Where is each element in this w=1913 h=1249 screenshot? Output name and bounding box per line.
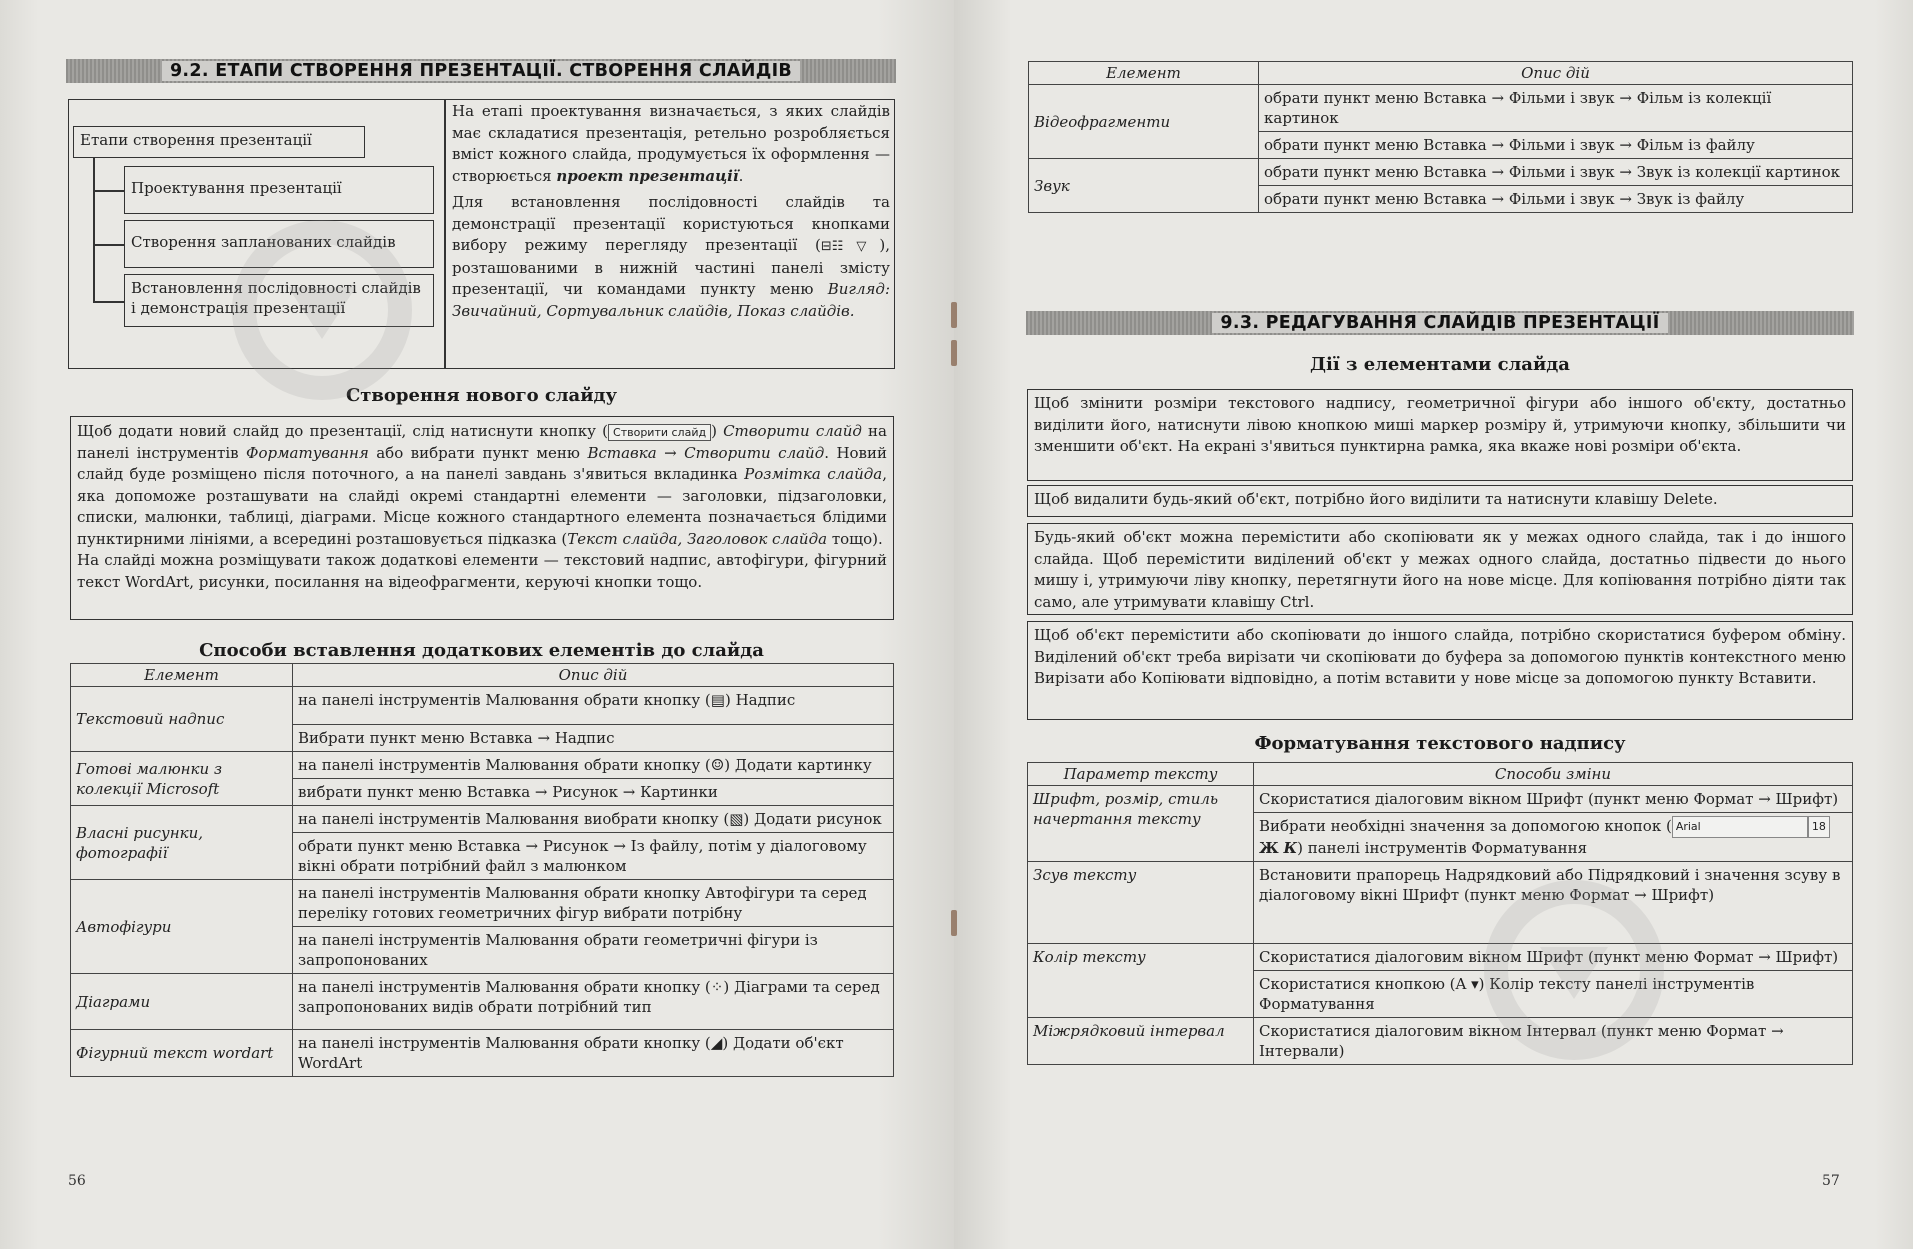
actions-title: Дії з елементами слайда	[1310, 354, 1570, 375]
table-row: Текстовий надпис на панелі інструментів Малювання обрати кнопку (▤) Надпис	[71, 687, 894, 725]
new-slide-title: Створення нового слайду	[345, 385, 618, 406]
insert-title: Способи вставлення додаткових елементів до слайда	[199, 640, 764, 661]
new-slide-box: Щоб додати новий слайд до презентації, слід натиснути кнопку ( Створити слайд ) Створити слайд на панелі інструментів Форматування або вибрати пункт меню Вставка → Створити слайд. Новий слайд буде розміщено після поточного, а на панелі завдань з'явиться вкладинка Розмітка слайда, яка допоможе розташувати на слайді окремі стандартні елементи — заголовки, підзаголовки, списки, малюнки, таблиці, діаграми. Місце кожного стандартного елемента позначається блідими пунктирними лініями, а всередині розташовується підказка (Текст слайда, Заголовок слайда тощо). На слайді можна розміщувати також додаткові елементи — текстовий надпис, автофігури, фігурний текст WordArt, рисунки, посилання на відеофрагменти, керуючі кнопки тощо.	[70, 416, 894, 620]
media-table	[1028, 61, 1853, 213]
table-row: Вибрати необхідні значення за допомогою кнопок ( Arial 18 Ж К) панелі інструментів Форматування	[1028, 813, 1853, 862]
diagram-step: Встановлення послідовності слайдів і демонстрація презентації	[124, 274, 434, 327]
col-header: Параметр тексту	[1028, 763, 1254, 786]
italic-icon: К	[1283, 839, 1298, 857]
col-header: Способи зміни	[1254, 763, 1853, 786]
new-slide-button-icon: Створити слайд	[608, 424, 711, 441]
table-row: Діаграми на панелі інструментів Малювання обрати кнопку (⁘) Діаграми та серед запропонованих видів обрати потрібний тип	[71, 974, 894, 1030]
format-title: Форматування текстового надпису	[1254, 733, 1626, 754]
left-page	[0, 0, 954, 1249]
table-row: Міжрядковий інтервал Скористатися діалоговим вікном Інтервал (пункт меню Формат → Інтервали)	[1028, 1018, 1853, 1065]
bold-icon: Ж	[1259, 839, 1279, 857]
table-row: обрати пункт меню Вставка → Фільми і звук → Звук із файлу	[1029, 186, 1853, 213]
page-number: 57	[1822, 1173, 1840, 1189]
binding-stitch	[951, 340, 957, 366]
action-box: Щоб об'єкт перемістити або скопіювати до іншого слайда, потрібно скористатися буфером обміну. Виділений об'єкт треба вирізати чи скопіювати до буфера за допомогою пунктів контекстного меню Вирізати або Копіювати відповідно, а потім вставити у нове місце за допомогою пункту Вставити.	[1027, 621, 1853, 720]
table-row: Відеофрагменти обрати пункт меню Вставка → Фільми і звук → Фільм із колекції картинок	[1029, 85, 1853, 132]
table-row: Шрифт, розмір, стиль начертання тексту Скористатися діалоговим вікном Шрифт (пункт меню Формат → Шрифт)	[1028, 786, 1853, 813]
action-box: Будь-який об'єкт можна перемістити або скопіювати як у межах одного слайда, так і до іншого слайда. Щоб перемістити виділений об'єкт у межах одного слайда, достатньо підвести до нього мишу і, утримуючи ліву кнопку, перетягнути його на нове місце. Для копіювання потрібно діяти так само, але утримувати клавішу Ctrl.	[1027, 523, 1853, 615]
watermark-logo	[232, 220, 412, 400]
table-row: Скористатися кнопкою (A ▾) Колір тексту панелі інструментів Форматування	[1028, 971, 1853, 1018]
diagram-connector	[93, 158, 95, 302]
section-title-9-2: 9.2. ЕТАПИ СТВОРЕННЯ ПРЕЗЕНТАЦІЇ. СТВОРЕННЯ СЛАЙДІВ	[66, 59, 896, 83]
watermark-logo	[1484, 880, 1664, 1060]
table-row: вибрати пункт меню Вставка → Рисунок → Картинки	[71, 779, 894, 806]
right-page	[954, 0, 1913, 1249]
col-header: Елемент	[71, 664, 293, 687]
page-number: 56	[68, 1173, 86, 1189]
insert-table	[70, 663, 894, 1077]
action-box: Щоб змінити розміри текстового надпису, геометричної фігури або іншого об'єкту, достатньо виділити його, натиснути лівою кнопкою миші маркер розміру й, утримуючи кнопку, збільшити чи зменшити об'єкт. На екрані з'явиться пунктирна рамка, яка вкаже нові розміри об'єкта.	[1027, 389, 1853, 481]
col-header: Елемент	[1029, 62, 1259, 85]
binding-stitch	[951, 302, 957, 328]
table-row: Власні рисунки, фотографії на панелі інструментів Малювання виобрати кнопку (▧) Додати рисунок	[71, 806, 894, 833]
diagram-step: Створення запланованих слайдів	[124, 220, 434, 268]
table-row: Автофігури на панелі інструментів Малювання обрати кнопку Автофігури та серед переліку готових геометричних фігур вибрати потрібну	[71, 880, 894, 927]
table-row: на панелі інструментів Малювання обрати геометричні фігури із запропонованих	[71, 927, 894, 974]
diagram-branch	[93, 244, 124, 246]
font-select: Arial	[1672, 816, 1808, 838]
table-row: обрати пункт меню Вставка → Рисунок → Із файлу, потім у діалоговому вікні обрати потрібний файл з малюнком	[71, 833, 894, 880]
col-header: Опис дій	[1259, 62, 1853, 85]
diagram-branch	[93, 301, 124, 303]
size-select: 18	[1808, 816, 1830, 838]
binding-stitch	[951, 910, 957, 936]
section-title-9-3: 9.3. РЕДАГУВАННЯ СЛАЙДІВ ПРЕЗЕНТАЦІЇ	[1026, 311, 1854, 335]
stages-divider	[444, 99, 446, 369]
table-row: Звук обрати пункт меню Вставка → Фільми і звук → Звук із колекції картинок	[1029, 159, 1853, 186]
table-row: Колір тексту Скористатися діалоговим вікном Шрифт (пункт меню Формат → Шрифт)	[1028, 944, 1853, 971]
diagram-step: Проектування презентації	[124, 166, 434, 214]
table-row: Готові малюнки з колекції Microsoft на панелі інструментів Малювання обрати кнопку (☺) Додати картинку	[71, 752, 894, 779]
table-row: обрати пункт меню Вставка → Фільми і звук → Фільм із файлу	[1029, 132, 1853, 159]
col-header: Опис дій	[293, 664, 894, 687]
view-mode-icons: ⊟☷▽	[820, 239, 880, 254]
table-row: Вибрати пункт меню Вставка → Надпис	[71, 725, 894, 752]
diagram-root: Етапи створення презентації	[73, 126, 365, 158]
table-row: Фігурний текст wordart на панелі інструментів Малювання обрати кнопку (◢) Додати об'єкт WordArt	[71, 1030, 894, 1077]
table-row: Зсув тексту Встановити прапорець Надрядковий або Підрядковий і значення зсуву в діалоговому вікні Шрифт (пункт меню Формат → Шрифт)	[1028, 862, 1853, 944]
diagram-branch	[93, 190, 124, 192]
action-box: Щоб видалити будь-який об'єкт, потрібно його виділити та натиснути клавішу Delete.	[1027, 485, 1853, 517]
format-table	[1027, 762, 1853, 1065]
stages-text: На етапі проектування визначається, з яких слайдів має складатися презентація, ретельно розробляється вміст кожного слайда, продумується їх оформлення — створюється проект презентації. Для встановлення послідовності слайдів та демонстрації презентації користуються кнопками вибору режиму перегляду презентації (⊟☷▽), розташованими в нижній частині панелі змісту презентації, чи командами пункту меню Вигляд: Звичайний, Сортувальник слайдів, Показ слайдів.	[452, 102, 891, 320]
